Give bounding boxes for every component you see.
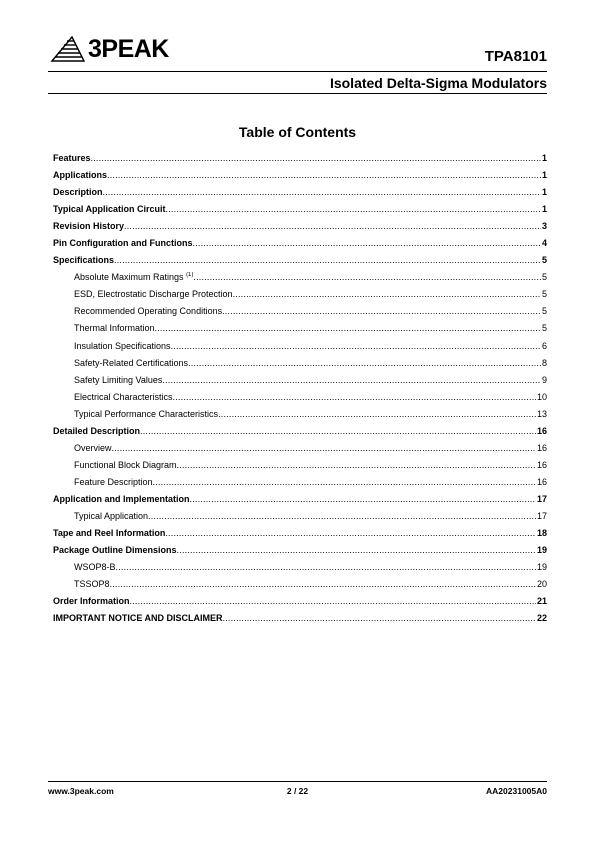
toc-entry-label xyxy=(74,306,222,316)
dot-leader xyxy=(112,443,536,453)
toc-entry-text: Package Outline Dimensions xyxy=(53,545,177,556)
dot-leader xyxy=(233,289,541,299)
toc-entry-page: 6 xyxy=(541,340,547,351)
toc-entry-label xyxy=(74,375,162,385)
toc-entry-text: Application and Implementation xyxy=(53,493,190,504)
toc-entry-text: Feature Description xyxy=(74,476,153,487)
toc-entry[interactable] xyxy=(53,460,547,477)
footer-rule xyxy=(48,781,547,782)
toc-entry[interactable] xyxy=(53,494,547,511)
toc-entry-label xyxy=(53,596,130,606)
toc-entry[interactable] xyxy=(53,511,547,528)
toc-entry-page: 22 xyxy=(536,613,547,624)
toc-entry-label xyxy=(53,170,107,180)
toc-entry-label xyxy=(53,238,193,248)
toc-entry-text: Safety Limiting Values xyxy=(74,374,163,385)
toc-entry-label xyxy=(74,341,171,351)
dot-leader xyxy=(130,596,536,606)
toc-entry[interactable] xyxy=(53,272,547,289)
toc-entry-text: Description xyxy=(53,187,103,198)
footnote-marker: (1) xyxy=(186,272,194,279)
toc-entry-page: 8 xyxy=(541,357,547,368)
dot-leader xyxy=(153,477,536,487)
toc-entry[interactable] xyxy=(53,392,547,409)
3peak-logo-icon xyxy=(50,35,86,63)
subtitle-rule xyxy=(48,93,547,94)
toc-title: Table of Contents xyxy=(238,124,357,140)
footer-page-indicator: 2 / 22 xyxy=(286,786,309,796)
dot-leader xyxy=(165,528,536,538)
toc-entry-label xyxy=(74,477,153,487)
toc-entry-label xyxy=(74,409,218,419)
toc-entry[interactable] xyxy=(53,613,547,630)
dot-leader xyxy=(223,613,536,623)
toc-entry[interactable] xyxy=(53,289,547,306)
toc-entry-text: Pin Configuration and Functions xyxy=(53,238,193,249)
dot-leader xyxy=(177,545,536,555)
toc-entry-page: 5 xyxy=(541,323,547,334)
toc-entry-text: Revision History xyxy=(53,221,125,232)
toc-entry-page: 1 xyxy=(541,204,547,215)
dot-leader xyxy=(116,562,536,572)
toc-entry-label xyxy=(53,187,103,197)
toc-entry-label xyxy=(53,204,166,214)
toc-entry-text: Specifications xyxy=(53,255,115,266)
toc-entry-page: 1 xyxy=(541,187,547,198)
toc-entry-text: Recommended Operating Conditions xyxy=(74,306,223,317)
toc-entry-text: Applications xyxy=(53,170,108,181)
toc-entry-text: Insulation Specifications xyxy=(74,340,171,351)
toc-entry[interactable] xyxy=(53,375,547,392)
toc-entry-page: 16 xyxy=(536,459,547,470)
toc-entry[interactable] xyxy=(53,221,547,238)
toc-entry[interactable] xyxy=(53,341,547,358)
toc-entry[interactable] xyxy=(53,323,547,340)
dot-leader xyxy=(166,204,541,214)
toc-entry-page: 10 xyxy=(536,391,547,402)
logo-wordmark: 3PEAK xyxy=(88,34,169,63)
dot-leader xyxy=(218,409,536,419)
toc-entry-page: 17 xyxy=(536,493,547,504)
toc-entry-text: Functional Block Diagram xyxy=(74,459,177,470)
table-of-contents xyxy=(53,153,547,630)
toc-entry-text: Detailed Description xyxy=(53,425,141,436)
dot-leader xyxy=(171,341,541,351)
dot-leader xyxy=(107,170,541,180)
toc-entry[interactable] xyxy=(53,170,547,187)
toc-entry-text: Electrical Characteristics xyxy=(74,391,173,402)
toc-entry-text: Typical Application Circuit xyxy=(53,204,166,215)
toc-entry-label xyxy=(53,494,190,504)
toc-entry-page: 17 xyxy=(536,510,547,521)
toc-entry-text: Features xyxy=(53,153,91,163)
dot-leader xyxy=(162,375,541,385)
toc-entry[interactable] xyxy=(53,187,547,204)
toc-entry-label xyxy=(74,579,110,589)
dot-leader xyxy=(190,494,536,504)
dot-leader xyxy=(188,358,541,368)
toc-entry-page: 5 xyxy=(541,306,547,317)
dot-leader xyxy=(91,153,541,163)
dot-leader xyxy=(193,238,541,248)
dot-leader xyxy=(148,511,536,521)
toc-entry-text: Tape and Reel Information xyxy=(53,528,166,539)
toc-entry-text: TSSOP8 xyxy=(74,579,110,590)
part-number: TPA8101 xyxy=(484,48,547,65)
dot-leader xyxy=(173,392,536,402)
toc-entry-text: Order Information xyxy=(53,596,130,607)
toc-entry-page: 16 xyxy=(536,476,547,487)
toc-entry-label xyxy=(74,289,233,299)
toc-entry-page: 16 xyxy=(536,442,547,453)
toc-entry[interactable] xyxy=(53,238,547,255)
toc-entry-label xyxy=(74,272,193,282)
dot-leader xyxy=(177,460,536,470)
toc-entry-page: 1 xyxy=(541,170,547,181)
toc-entry-page: 9 xyxy=(541,374,547,385)
toc-entry[interactable] xyxy=(53,426,547,443)
toc-entry-page: 13 xyxy=(536,408,547,419)
toc-entry[interactable] xyxy=(53,204,547,221)
dot-leader xyxy=(110,579,536,589)
toc-entry[interactable] xyxy=(53,579,547,596)
toc-entry-page: 20 xyxy=(536,579,547,590)
dot-leader xyxy=(193,272,541,282)
toc-entry-label xyxy=(53,426,140,436)
toc-entry-label xyxy=(74,323,155,333)
dot-leader xyxy=(140,426,536,436)
toc-entry-page: 4 xyxy=(541,238,547,249)
toc-entry-page: 1 xyxy=(541,153,547,163)
toc-entry[interactable] xyxy=(53,477,547,494)
toc-entry-label xyxy=(74,392,173,402)
toc-entry-page: 16 xyxy=(536,425,547,436)
toc-entry-label xyxy=(74,511,148,521)
toc-entry-page: 19 xyxy=(536,562,547,573)
toc-entry-label xyxy=(53,221,124,231)
dot-leader xyxy=(222,306,541,316)
toc-entry[interactable] xyxy=(53,562,547,579)
toc-entry-page: 5 xyxy=(541,289,547,300)
toc-entry-text: Overview xyxy=(74,442,112,453)
dot-leader xyxy=(124,221,541,231)
toc-entry-page: 5 xyxy=(541,255,547,266)
toc-entry-label xyxy=(74,562,116,572)
toc-entry[interactable] xyxy=(53,358,547,375)
toc-entry-label xyxy=(53,528,165,538)
toc-entry-label xyxy=(74,358,188,368)
company-logo xyxy=(50,35,169,63)
toc-entry-text: Thermal Information xyxy=(74,323,155,334)
footer-doc-code: AA20231005A0 xyxy=(486,786,547,796)
toc-entry[interactable] xyxy=(53,409,547,426)
toc-entry[interactable] xyxy=(53,306,547,323)
toc-entry[interactable] xyxy=(53,153,547,170)
toc-entry-page: 5 xyxy=(541,272,547,283)
toc-entry-label xyxy=(74,460,177,470)
toc-entry-page: 21 xyxy=(536,596,547,607)
toc-entry-label xyxy=(74,443,112,453)
document-subtitle: Isolated Delta-Sigma Modulators xyxy=(329,75,547,91)
footer-website[interactable]: www.3peak.com xyxy=(48,786,114,796)
toc-entry-text: Typical Application xyxy=(74,510,149,521)
toc-entry-text: Typical Performance Characteristics xyxy=(74,408,219,419)
toc-entry-text: ESD, Electrostatic Discharge Protection xyxy=(74,289,233,300)
toc-entry-label xyxy=(53,153,91,163)
toc-entry[interactable] xyxy=(53,443,547,460)
dot-leader xyxy=(103,187,541,197)
toc-entry-page: 19 xyxy=(536,545,547,556)
toc-entry-text: Absolute Maximum Ratings xyxy=(74,272,184,283)
header-rule xyxy=(48,71,547,72)
toc-entry[interactable] xyxy=(53,545,547,562)
toc-entry[interactable] xyxy=(53,528,547,545)
toc-entry-label xyxy=(53,545,177,555)
toc-entry-text: WSOP8-B xyxy=(74,562,116,573)
dot-leader xyxy=(155,323,541,333)
toc-entry[interactable] xyxy=(53,596,547,613)
toc-entry-page: 3 xyxy=(541,221,547,232)
toc-entry[interactable] xyxy=(53,255,547,272)
toc-entry-label xyxy=(53,255,114,265)
toc-entry-text: Safety-Related Certifications xyxy=(74,357,189,368)
toc-entry-label xyxy=(53,613,223,623)
toc-entry-text: IMPORTANT NOTICE AND DISCLAIMER xyxy=(53,613,223,624)
dot-leader xyxy=(114,255,541,265)
toc-entry-page: 18 xyxy=(536,528,547,539)
